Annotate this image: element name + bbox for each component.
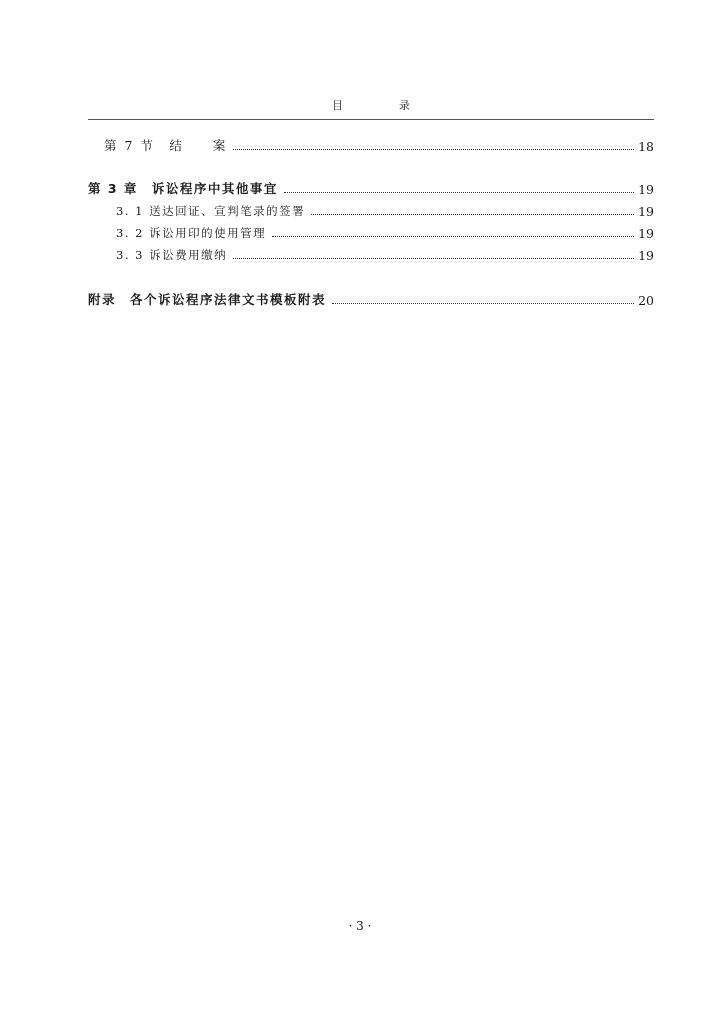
page-number: · 3 · [348,919,372,933]
toc-entry-section-7[interactable] [88,134,654,154]
toc-entry-appendix[interactable] [88,288,654,308]
toc-entry-page: 19 [638,182,654,197]
toc-entry-3-1[interactable] [88,199,654,219]
toc-entry-3-2[interactable] [88,221,654,241]
dot-leader [284,191,634,193]
toc-entry-page: 20 [638,293,654,308]
toc-entry-page: 19 [638,226,654,241]
dot-leader [233,148,634,150]
header-char-mu: 目 [332,99,371,112]
toc-entry-label: 附录 各个诉讼程序法律文书模板附表 [88,292,327,307]
toc-entry-label: 3. 2 诉讼用印的使用管理 [116,226,267,240]
toc-entry-page: 19 [638,248,654,263]
toc-entry-page: 19 [638,204,654,219]
dot-leader [272,235,634,237]
dot-leader [233,257,634,259]
toc-entry-label: 第 3 章 诉讼程序中其他事宜 [88,181,278,196]
toc-entry-chapter-3[interactable] [88,177,654,197]
toc-entry-label: 3. 1 送达回证、宣判笔录的签署 [116,204,306,218]
toc-entry-label: 3. 3 诉讼费用缴纳 [116,248,228,262]
running-header [88,97,654,120]
toc-entry-3-3[interactable] [88,243,654,263]
toc-entry-label: 第 7 节 结 案 [104,138,228,153]
dot-leader [311,213,634,215]
dot-leader [332,302,634,304]
header-char-lu: 录 [399,99,438,112]
toc-entry-page: 18 [638,139,654,154]
